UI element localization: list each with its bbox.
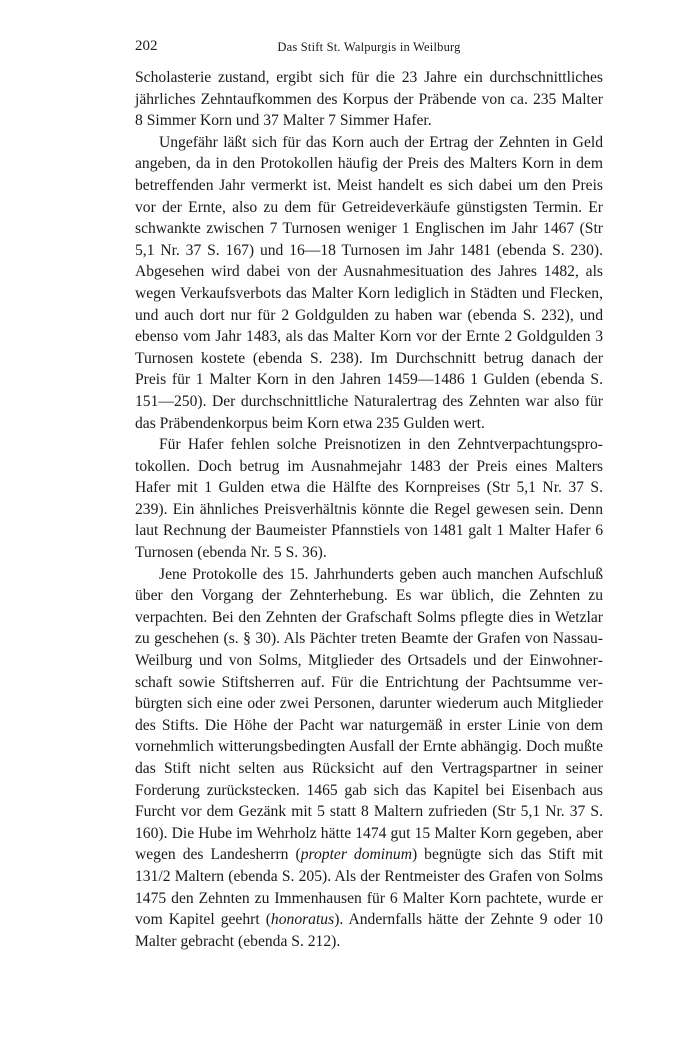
paragraph-3: Für Hafer fehlen solche Preisnotizen in den Zehntverpachtungsprotokollen. Doch betrug im Ausnahmejahr 1483 der Preis eines Malters Hafer mit 1 Gulden etwa die Hälfte des Kornpreises (Str 5,1 Nr. 37 S. 239). Ein ähnliches Preisverhältnis könnte die Regel gewesen sein. Denn laut Rechnung der Baumeister Pfannstiels von 1481 galt 1 Malter Hafer 6 Turnosen (ebenda Nr. 5 S. 36). — [135, 436, 603, 562]
paragraph-4-text-4: ). Andernfalls hätte der Zehnte 9 oder 10 Malter gebracht (ebenda S. 212). — [135, 911, 603, 950]
fraction-one-half: 1/2 — [150, 867, 171, 885]
italic-term-honoratus: honoratus — [270, 911, 335, 929]
italic-term-propter-dominum: propter dominum — [300, 846, 412, 864]
page-header — [135, 38, 603, 58]
page-number: 202 — [135, 38, 158, 54]
paragraph-2: Ungefähr läßt sich für das Korn auch der Ertrag der Zehnten in Geld angeben, da in den Protokollen häufig der Preis des Malters Korn in dem betreffenden Jahr vermerkt ist. Meist handelt es sich dabei um den Preis vor der Ernte, also zu dem für Getreideverkäufe günstigsten Termin. Er schwankte zwischen 7 Turnosen weniger 1 Englischen im Jahr 1467 (Str 5,1 Nr. 37 S. 167) und 16—18 Turnosen im Jahr 1481 (ebenda S. 230). Abgesehen wird dabei von der Ausnahmesituation des Jahres 1482, als wegen Verkaufsverbots das Malter Korn lediglich in Städten und Flecken, und auch dort nur für 2 Goldgulden zu haben war (ebenda S. 232), und ebenso vom Jahr 1483, als das Malter Korn vor der Ernte 2 Goldgulden 3 Turnosen kostete (ebenda S. 238). Im Durchschnitt betrug danach der Preis für 1 Malter Korn in den Jahren 1459—1486 1 Gulden (ebenda S. 151—250). Der durchschnittliche Naturalertrag des Zehnten war also für das Präbendenkorpus beim Korn etwa 235 Gulden wert. — [135, 133, 603, 432]
running-head: Das Stift St. Walpurgis in Weilburg — [277, 40, 461, 54]
body-text — [135, 67, 603, 952]
paragraph-4 — [135, 564, 603, 953]
paragraph-4-text-2: ) begnügte sich das Stift mit 13 — [135, 846, 603, 885]
paragraph-1: Scholasterie zustand, ergibt sich für die 23 Jahre ein durchschnittliches jährliches Zehntaufkommen des Korpus der Präbende von ca. 235 Malter 8 Simmer Korn und 37 Malter 7 Simmer Hafer. — [135, 69, 603, 130]
paragraph-4-text-3: Maltern (ebenda S. 205). Als der Rentmeister des Grafen von Solms 1475 den Zehnten zu Immenhausen für 6 Malter Korn pachtete, wurde er vom Kapitel geehrt ( — [135, 867, 603, 929]
paragraph-4-text-1: Jene Protokolle des 15. Jahrhunderts geben auch manchen Aufschluß über den Vorgang der Zehnterhebung. Es war üblich, die Zehnten zu verpachten. Bei den Zehnten der Grafschaft Solms pflegte dies in Wetzlar zu geschehen (s. § 30). Als Pächter treten Beamte der Grafen von Nassau-Weilburg und von Solms, Mitglieder des Ortsadels und der Einwohnerschaft sowie Stiftsherren auf. Für die Entrichtung der Pachtsumme verbürgten sich eine oder zwei Personen, darunter wiederum auch Mitglieder des Stifts. Die Höhe der Pacht war naturgemäß in erster Linie von dem vornehmlich witterungsbedingten Ausfall der Ernte abhängig. Doch mußte das Stift nicht selten aus Rücksicht auf den Vertragspartner in seiner Forderung zurückstecken. 1465 gab sich das Kapitel bei Eisenbach aus Furcht vor dem Gezänk mit 5 statt 8 Maltern zufrieden (Str 5,1 Nr. 37 S. 160). Die Hube im Wehrholz hätte 1474 gut 15 Malter Korn gegeben, aber wegen des Landesherrn ( — [135, 565, 603, 864]
